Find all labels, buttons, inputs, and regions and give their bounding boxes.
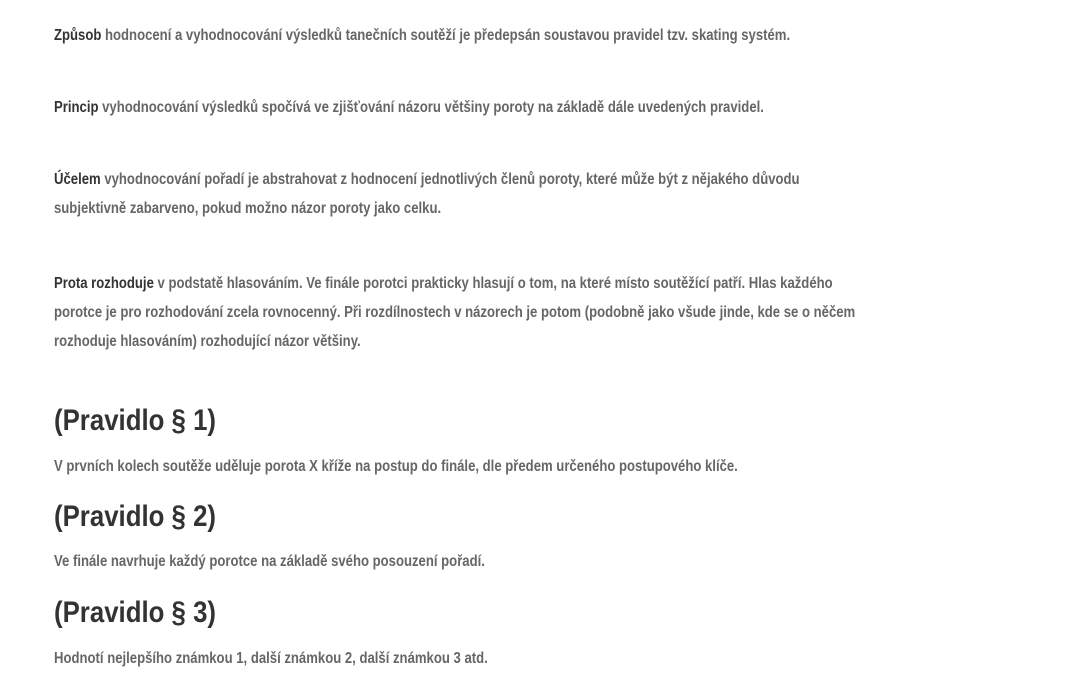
rule-1-text: V prvních kolech soutěže uděluje porota X kříže na postup do finále, dle předem určeného postupového klíče.	[54, 458, 738, 475]
paragraph-text: vyhodnocování výsledků spočívá ve zjišťování názoru většiny poroty na základě dále uvedených pravidel.	[98, 99, 764, 116]
rule-2-heading: (Pravidlo § 2)	[54, 500, 217, 533]
paragraph-jury-decides	[54, 269, 866, 356]
paragraph-line: rozhoduje hlasováním) rozhodující názor většiny.	[54, 333, 361, 350]
paragraph-line: subjektivně zabarveno, pokud možno názor poroty jako celku.	[54, 200, 442, 217]
paragraph-method	[54, 21, 866, 50]
paragraph-lead: Prota rozhoduje	[54, 275, 154, 292]
rule-1-heading: (Pravidlo § 1)	[54, 404, 217, 437]
paragraph-lead: Účelem	[54, 171, 101, 188]
paragraph-lead: Princip	[54, 99, 99, 116]
rule-2-text: Ve finále navrhuje každý porotce na základě svého posouzení pořadí.	[54, 553, 485, 570]
paragraph-purpose	[54, 165, 866, 223]
paragraph-line: porotce je pro rozhodování zcela rovnocenný. Při rozdílnostech v názorech je potom (podobně jako všude jinde, kde se o něčem	[54, 304, 856, 321]
rule-3-text: Hodnotí nejlepšího známkou 1, další známkou 2, další známkou 3 atd.	[54, 650, 488, 667]
paragraph-line	[54, 93, 866, 122]
paragraph-line	[54, 269, 866, 298]
paragraph-text: v podstatě hlasováním. Ve finále porotci prakticky hlasují o tom, na které místo soutěžící patří. Hlas každého	[153, 275, 833, 292]
paragraph-line	[54, 21, 866, 50]
paragraph-text: vyhodnocování pořadí je abstrahovat z hodnocení jednotlivých členů poroty, které může být z nějakého důvodu	[100, 171, 800, 188]
paragraph-line	[54, 165, 866, 194]
paragraph-principle	[54, 93, 866, 122]
rule-3-heading: (Pravidlo § 3)	[54, 596, 217, 629]
paragraph-lead: Způsob	[54, 27, 102, 44]
paragraph-text: hodnocení a vyhodnocování výsledků tanečních soutěží je předepsán soustavou pravidel tzv. skating systém.	[101, 27, 791, 44]
